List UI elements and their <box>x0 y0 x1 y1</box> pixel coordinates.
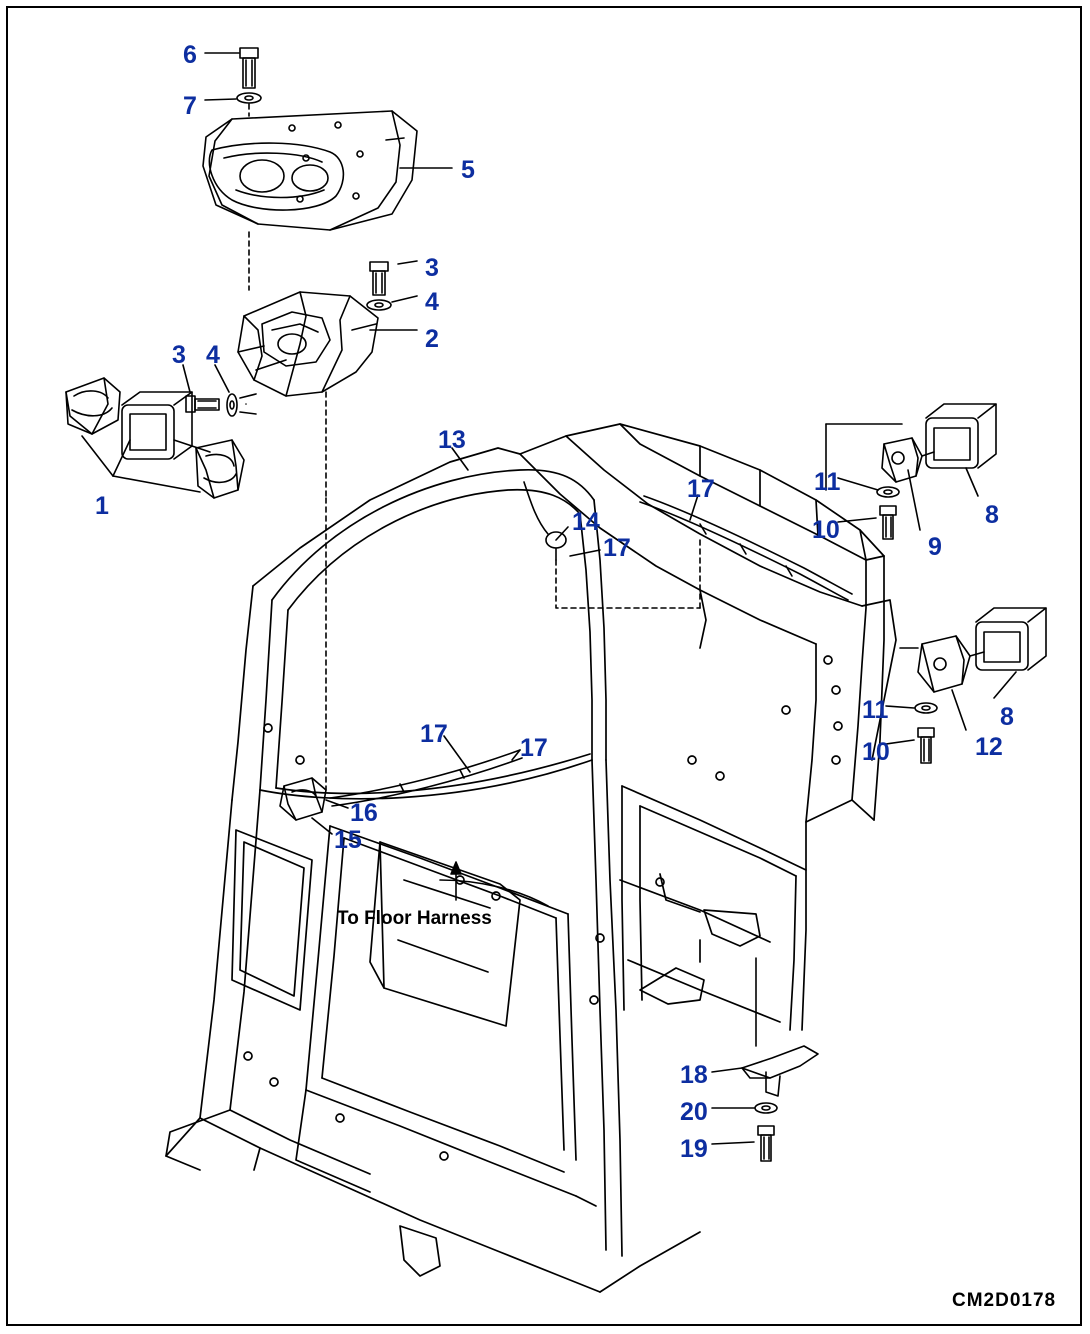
callout-17-roof: 17 <box>687 475 715 503</box>
part-1-lamp <box>66 378 244 498</box>
callout-11-lower: 11 <box>862 696 889 724</box>
drawing-code: CM2D0178 <box>952 1290 1057 1311</box>
leader-1b <box>82 436 113 476</box>
callout-15: 15 <box>334 826 362 854</box>
callout-3-upper: 3 <box>425 254 439 282</box>
callout-4-upper: 4 <box>425 288 439 316</box>
leader-15 <box>312 818 332 834</box>
leader-11b <box>886 706 914 708</box>
callout-18: 18 <box>680 1061 708 1089</box>
part-10-bolt-upper <box>880 506 896 539</box>
part-12-bracket-lower <box>918 636 984 692</box>
callout-3-left: 3 <box>172 341 186 369</box>
callout-7: 7 <box>183 92 197 120</box>
callout-9: 9 <box>928 533 942 561</box>
callout-13: 13 <box>438 426 466 454</box>
part-19-bolt <box>758 1126 774 1161</box>
part-15-16-connector <box>280 778 326 820</box>
leader-17c <box>444 736 470 772</box>
callout-4-left: 4 <box>206 341 220 369</box>
leader-1c <box>113 476 200 492</box>
part-11-washer-lower <box>915 703 937 713</box>
part-18-clamp <box>742 1046 818 1096</box>
callout-17-connector: 17 <box>603 534 631 562</box>
part-10-bolt-lower <box>918 728 934 763</box>
part-bolt-3-left <box>186 396 219 412</box>
callout-5: 5 <box>461 156 475 184</box>
callout-19: 19 <box>680 1135 708 1163</box>
leader-18 <box>712 1068 742 1072</box>
callout-17-left: 17 <box>420 720 448 748</box>
leader-8b <box>994 672 1016 698</box>
callout-20: 20 <box>680 1098 708 1126</box>
callout-17-mid: 17 <box>520 734 548 762</box>
leader-3a <box>398 261 417 264</box>
part-2-bracket <box>238 292 378 396</box>
leader-12 <box>952 690 966 730</box>
to-floor-harness-label: To Floor Harness <box>337 908 492 929</box>
part-17-harness <box>640 496 852 600</box>
part-washer-4-left <box>227 394 237 416</box>
part-bolt-3-upper <box>370 262 388 295</box>
callout-8-upper: 8 <box>985 501 999 529</box>
part-11-washer-upper <box>877 487 899 497</box>
leader-4a <box>392 296 417 302</box>
callout-14: 14 <box>572 508 600 536</box>
leader-19 <box>712 1142 754 1144</box>
part-washer-7 <box>237 93 261 103</box>
part-8-lamp-upper <box>926 404 996 468</box>
part-8-lamp-lower <box>976 608 1046 670</box>
part-13-cab-frame <box>166 424 896 1292</box>
leader-4b <box>215 365 229 392</box>
callout-8-lower: 8 <box>1000 703 1014 731</box>
callout-11-upper: 11 <box>814 468 841 496</box>
callout-2: 2 <box>425 325 439 353</box>
callout-16: 16 <box>350 799 378 827</box>
part-20-washer <box>755 1103 777 1113</box>
leader-8a <box>966 468 978 496</box>
part-bolt-6 <box>240 48 258 88</box>
callout-6: 6 <box>183 41 197 69</box>
part-5-console <box>203 111 417 230</box>
leader-7 <box>205 99 236 100</box>
leader-10b <box>886 740 914 744</box>
callout-12: 12 <box>975 733 1003 761</box>
leader-9 <box>908 470 920 530</box>
callout-1: 1 <box>95 492 109 520</box>
leader-3b <box>183 365 190 392</box>
leader-11a <box>838 478 878 490</box>
callout-10-upper: 10 <box>812 516 840 544</box>
callout-10-lower: 10 <box>862 738 890 766</box>
part-washer-4-upper <box>367 300 391 310</box>
